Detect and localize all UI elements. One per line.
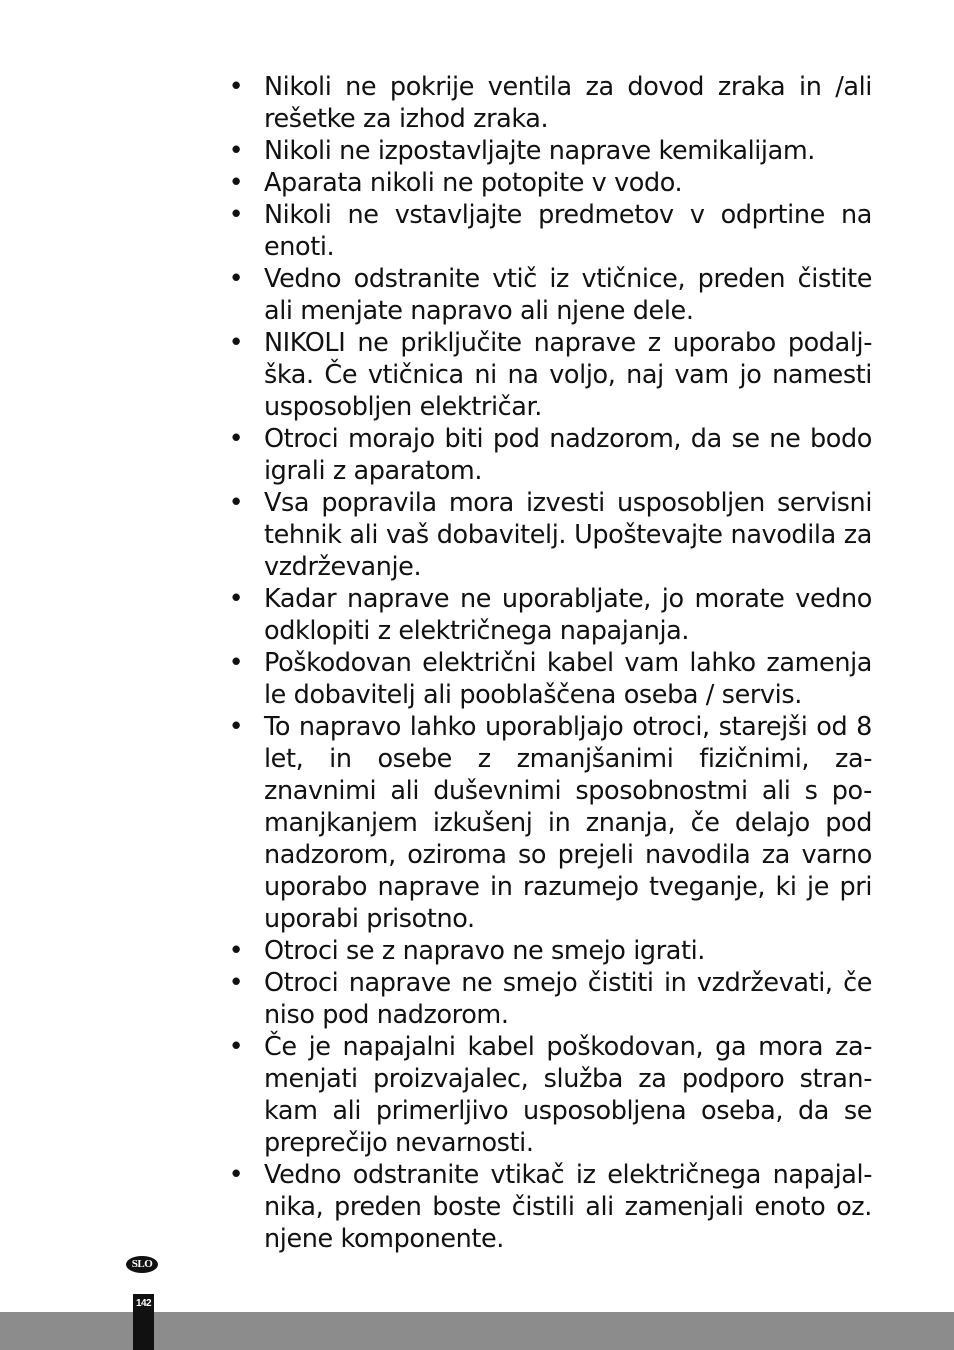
page-content	[226, 71, 872, 1255]
bullet-icon: •	[228, 168, 244, 198]
bullet-icon: •	[228, 200, 244, 230]
list-item	[226, 1159, 872, 1255]
bullet-icon: •	[228, 1160, 244, 1190]
list-item	[226, 71, 872, 135]
list-item-text: Aparata nikoli ne potopite v vodo.	[264, 168, 683, 198]
safety-bullet-list	[226, 71, 872, 1255]
bullet-icon: •	[228, 136, 244, 166]
list-item	[226, 167, 872, 199]
bullet-icon: •	[228, 72, 244, 102]
list-item-text: Poškodovan električni kabel vam lahko zamenja le dobavitelj ali pooblaščena oseba / servis.	[264, 648, 872, 710]
list-item	[226, 199, 872, 263]
bullet-icon: •	[228, 584, 244, 614]
list-item-text: Otroci morajo biti pod nadzorom, da se ne bodo igrali z aparatom.	[264, 424, 872, 486]
page-number-tab	[133, 1294, 154, 1350]
list-item-text: To napravo lahko uporabljajo otroci, starejši od 8 let, in osebe z zmanjšanimi fizičnimi, za-​znavnimi ali duševnimi sposobnostmi ali s po-​manjkanjem izkušenj in znanja, če delajo pod nadzorom, oziroma so prejeli navodila za varno uporabo naprave in razumejo tveganje, ki je pri uporabi prisotno.	[264, 712, 872, 934]
list-item	[226, 135, 872, 167]
list-item	[226, 423, 872, 487]
list-item	[226, 487, 872, 583]
bullet-icon: •	[228, 328, 244, 358]
list-item-text: Otroci naprave ne smejo čistiti in vzdrževati, če niso pod nadzorom.	[264, 968, 872, 1030]
page-number: 142	[136, 1298, 151, 1309]
bullet-icon: •	[228, 648, 244, 678]
list-item	[226, 1031, 872, 1159]
list-item-text: NIKOLI ne priključite naprave z uporabo podalj-​ška. Če vtičnica ni na voljo, naj vam jo namesti usposobljen električar.	[264, 328, 872, 422]
list-item-text: Otroci se z napravo ne smejo igrati.	[264, 936, 705, 966]
list-item	[226, 647, 872, 711]
list-item	[226, 583, 872, 647]
bullet-icon: •	[228, 1032, 244, 1062]
list-item	[226, 935, 872, 967]
bullet-icon: •	[228, 264, 244, 294]
list-item-text: Če je napajalni kabel poškodovan, ga mora za-​menjati proizvajalec, služba za podporo stran-​kam ali primerljivo usposobljena oseba, da se preprečijo nevarnosti.	[264, 1032, 872, 1158]
list-item-text: Nikoli ne vstavljajte predmetov v odprtine na enoti.	[264, 200, 872, 262]
bullet-icon: •	[228, 424, 244, 454]
list-item-text: Kadar naprave ne uporabljate, jo morate vedno odklopiti z električnega napajanja.	[264, 584, 872, 646]
language-badge: SLO	[126, 1256, 158, 1273]
list-item	[226, 263, 872, 327]
list-item	[226, 967, 872, 1031]
bullet-icon: •	[228, 968, 244, 998]
bullet-icon: •	[228, 712, 244, 742]
list-item-text: Vedno odstranite vtikač iz električnega napajal-​nika, preden boste čistili ali zamenjali enoto oz. njene komponente.	[264, 1160, 872, 1254]
list-item-text: Vsa popravila mora izvesti usposobljen servisni tehnik ali vaš dobavitelj. Upoštevajte navodila za vzdrževanje.	[264, 488, 872, 582]
list-item	[226, 711, 872, 935]
list-item-text: Nikoli ne pokrije ventila za dovod zraka in /ali rešetke za izhod zraka.	[264, 72, 872, 134]
bullet-icon: •	[228, 936, 244, 966]
list-item-text: Nikoli ne izpostavljajte naprave kemikalijam.	[264, 136, 815, 166]
bullet-icon: •	[228, 488, 244, 518]
list-item	[226, 327, 872, 423]
list-item-text: Vedno odstranite vtič iz vtičnice, preden čistite ali menjate napravo ali njene dele.	[264, 264, 872, 326]
